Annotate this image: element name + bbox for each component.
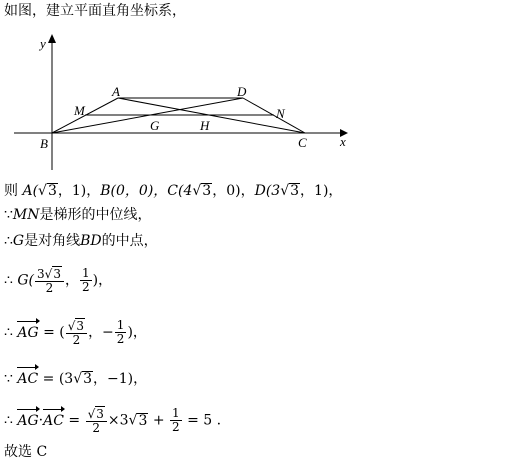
intro-text: 如图，建立平面直角坐标系， [4,3,186,19]
separator: ，− [88,324,114,341]
prefix-text: 则 [4,183,23,199]
result-text: = 5 . [182,412,222,429]
coord-rest: ，1)， [300,183,343,199]
label-a: A [112,84,120,99]
because-symbol: ∵ [4,371,13,387]
fraction [170,407,182,434]
numerator: 1 [116,318,125,332]
point-b-coord: B(0，0)， [100,183,168,199]
coordinate-figure [0,30,360,170]
vector-ag: AG [17,324,39,341]
fraction: $\frac{√3}{2}$ [66,318,87,347]
vector-ac-line: ∵ AC = (3√3，−1)， [4,371,148,387]
point-c-coord: C(4 [167,183,193,199]
numerator: 3 [37,267,45,281]
coords-line: 则 A(√3，1)，B(0，0)，C(4√3，0)，D(3√3，1)， [4,183,343,199]
fraction [80,267,92,294]
y-axis-arrow [48,34,56,43]
radicand: 3 [138,412,148,429]
tail-text: ，−1)， [93,371,148,387]
statement-text: 的中点， [101,233,158,249]
label-g: G [150,118,160,133]
dot-operator: · [38,412,44,429]
point-a-coord: A( [22,183,39,199]
radicand: 3 [47,183,57,199]
segment-name: MN [12,207,40,223]
point-g: G( [17,272,35,289]
midline-statement [4,206,152,224]
plus-text: + [148,412,170,429]
statement-text: 是梯形的中位线， [39,207,152,223]
denominator: 2 [116,332,125,346]
therefore-symbol: ∴ [4,272,13,289]
label-y-axis: y [40,36,46,51]
because-symbol: ∵ [4,207,13,223]
equals-text: = [63,412,85,429]
denominator: 2 [81,280,90,294]
tail-text: )， [127,324,147,341]
label-c: C [298,135,307,150]
denominator: 2 [92,421,101,435]
label-d: D [237,84,247,99]
label-h: H [200,118,210,133]
equals-text: = (3 [38,371,74,387]
denominator: 2 [72,333,81,347]
vector-ac: AC [17,371,39,387]
segment-name: BD [80,233,102,249]
radicand: 3 [202,183,212,199]
vector-ag-line [4,318,147,347]
coord-rest: ，1)， [57,183,101,199]
coord-rest: ，0)， [212,183,255,199]
dot-product-line: ∴ AG·AC = $\frac{√3}{2}$ ×3√3 + $\frac{1}{2}$ = 5 . [4,406,222,435]
label-n: N [276,106,285,121]
midpoint-statement [4,232,158,250]
label-x-axis: x [340,134,346,149]
separator: ， [64,272,79,289]
denominator: 2 [45,281,54,295]
therefore-symbol: ∴ [4,233,13,249]
radicand: 3 [76,319,85,333]
fraction: $\frac{√3}{2}$ [86,406,107,435]
radicand: 3 [290,183,300,199]
times-text: ×3 [107,412,129,429]
point-d-coord: D(3 [254,183,281,199]
fraction: $\frac{3√3}{2}$ [35,266,64,295]
numerator: 1 [81,266,90,280]
vector-ac: AC [43,412,64,429]
fraction [115,319,127,346]
radicand: 3 [83,371,93,387]
denominator: 2 [172,420,180,434]
radicand: 3 [53,267,61,281]
answer-text: 故选 C [4,444,48,460]
label-m: M [74,103,85,118]
g-coordinate-line [4,266,112,295]
point-name: G [12,233,25,249]
statement-text: 是对角线 [24,233,81,249]
vector-ag: AG [17,412,39,429]
radicand: 3 [96,407,104,421]
therefore-symbol: ∴ [4,412,13,429]
numerator: 1 [172,406,180,420]
label-b: B [40,136,48,151]
equals-text: = ( [38,324,65,341]
therefore-symbol: ∴ [4,324,13,341]
tail-text: )， [92,272,113,289]
